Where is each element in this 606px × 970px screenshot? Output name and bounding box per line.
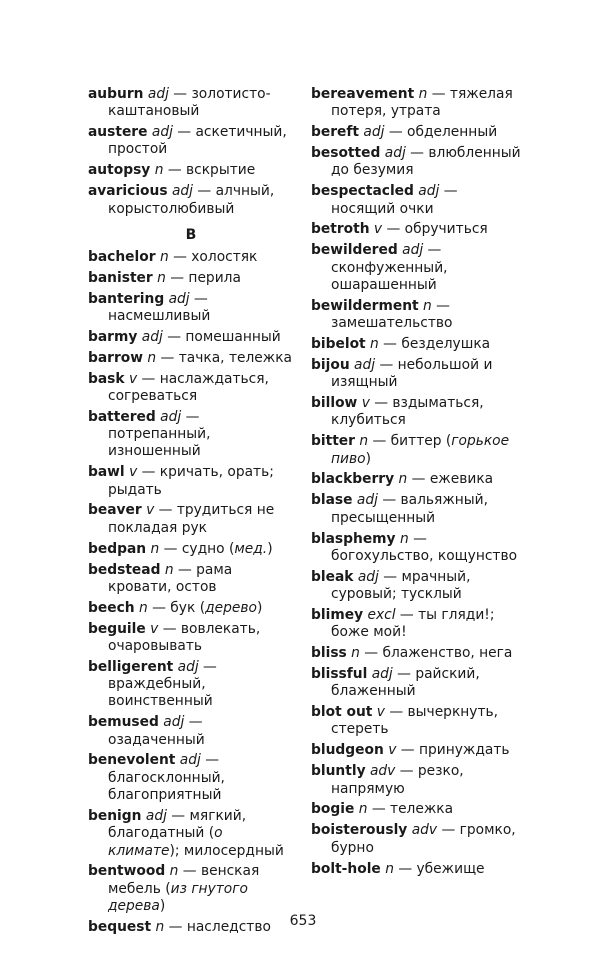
headword: barrow xyxy=(88,349,144,366)
section-letter: B xyxy=(185,226,197,243)
part-of-speech: adv xyxy=(411,822,438,839)
definition: — трудиться не покладая рук xyxy=(108,502,275,536)
headword: bitter xyxy=(311,433,355,450)
headword: bask xyxy=(88,370,125,387)
headword: bachelor xyxy=(88,248,156,265)
dictionary-entry xyxy=(88,502,294,537)
dictionary-entry xyxy=(88,562,294,597)
headword: beech xyxy=(88,599,135,616)
left-column xyxy=(88,86,294,940)
headword: bleak xyxy=(311,568,354,585)
dictionary-entry xyxy=(88,863,294,915)
part-of-speech: v xyxy=(146,502,155,519)
dictionary-entry xyxy=(311,471,523,488)
dictionary-entry xyxy=(88,291,294,326)
usage-note: о климате xyxy=(108,825,223,859)
dictionary-entry xyxy=(311,336,523,353)
dictionary-entry xyxy=(88,86,294,121)
definition-tail: ) xyxy=(159,898,166,915)
part-of-speech: n xyxy=(359,433,369,450)
dictionary-entry xyxy=(311,124,523,141)
part-of-speech: adv xyxy=(369,763,396,780)
dictionary-entry xyxy=(88,464,294,499)
part-of-speech: excl xyxy=(367,606,396,623)
headword: banister xyxy=(88,269,153,286)
definition: — обделенный xyxy=(384,124,498,141)
part-of-speech: n xyxy=(150,540,160,557)
dictionary-entry xyxy=(311,86,523,121)
dictionary-entry xyxy=(311,801,523,818)
dictionary-entry xyxy=(88,714,294,749)
definition-tail: ) xyxy=(267,540,273,557)
headword: bedstead xyxy=(88,561,161,578)
headword: bogie xyxy=(311,801,355,818)
definition: — благосклонный, благоприятный xyxy=(108,752,225,804)
headword: auburn xyxy=(88,86,144,102)
definition: — холостяк xyxy=(168,248,258,265)
definition: — помешанный xyxy=(162,328,281,345)
definition: — кричать, орать; рыдать xyxy=(108,464,274,498)
headword: blackberry xyxy=(311,471,395,488)
dictionary-entry xyxy=(88,162,294,179)
headword: barmy xyxy=(88,328,138,345)
definition-tail: ) xyxy=(365,450,371,467)
definition-tail: ); милосердный xyxy=(169,842,284,859)
part-of-speech: n xyxy=(154,162,164,179)
dictionary-entry xyxy=(311,492,523,527)
part-of-speech: adj xyxy=(141,328,163,345)
part-of-speech: adj xyxy=(168,290,190,307)
part-of-speech: v xyxy=(361,395,370,412)
part-of-speech: adj xyxy=(402,242,424,259)
definition: — резко, напрямую xyxy=(331,763,464,797)
dictionary-entry xyxy=(88,600,294,617)
dictionary-entry xyxy=(311,145,523,180)
part-of-speech: adj xyxy=(163,714,185,731)
part-of-speech: adj xyxy=(384,145,406,162)
page-number: 653 xyxy=(289,913,317,929)
definition: — богохульство, кощунство xyxy=(331,530,518,564)
dictionary-entry xyxy=(88,329,294,346)
dictionary-entry xyxy=(311,221,523,238)
headword: benign xyxy=(88,807,142,824)
definition: — сконфуженный, ошарашенный xyxy=(331,242,448,293)
headword: bedpan xyxy=(88,540,147,557)
dictionary-entry xyxy=(311,298,523,333)
headword: besotted xyxy=(311,145,381,162)
headword: bespectacled xyxy=(311,183,414,200)
part-of-speech: n xyxy=(423,297,432,314)
dictionary-entry xyxy=(88,808,294,860)
definition: — мрачный, суровый; тусклый xyxy=(331,568,471,603)
definition: — вычеркнуть, стереть xyxy=(331,704,499,738)
headword: blimey xyxy=(311,606,364,623)
headword: bewildered xyxy=(311,242,398,259)
definition: — ты гляди!; боже мой! xyxy=(331,606,495,641)
part-of-speech: adj xyxy=(145,807,167,824)
definition: — озадаченный xyxy=(108,714,205,748)
dictionary-entry xyxy=(88,350,294,367)
dictionary-entry xyxy=(88,183,294,218)
definition: — вальяжный, пресыщенный xyxy=(331,492,489,526)
headword: bereavement xyxy=(311,86,415,102)
dictionary-entry xyxy=(311,433,523,468)
dictionary-entry xyxy=(88,371,294,406)
definition: — безделушка xyxy=(378,336,491,353)
definition: — потрепанный, изношенный xyxy=(108,408,211,460)
dictionary-entry xyxy=(88,752,294,804)
headword: belligerent xyxy=(88,658,174,675)
usage-note: дерево xyxy=(205,599,257,616)
headword: bibelot xyxy=(311,336,366,353)
definition: — замешательство xyxy=(331,297,453,332)
definition: — райский, блаженный xyxy=(331,666,480,700)
headword: boisterously xyxy=(311,822,408,839)
definition: — вовлекать, очаровывать xyxy=(108,620,261,654)
definition: — алчный, корыстолюбивый xyxy=(108,183,275,217)
headword: blasphemy xyxy=(311,530,396,547)
headword: autopsy xyxy=(88,162,151,179)
headword: bawl xyxy=(88,464,125,481)
part-of-speech: adj xyxy=(179,752,201,769)
definition: — враждебный, воинственный xyxy=(108,658,217,710)
part-of-speech: n xyxy=(358,801,368,818)
part-of-speech: adj xyxy=(354,356,376,373)
headword: avaricious xyxy=(88,183,168,200)
headword: benevolent xyxy=(88,752,176,769)
dictionary-entry xyxy=(311,357,523,392)
dictionary-entry xyxy=(311,763,523,798)
dictionary-entry xyxy=(88,249,294,266)
dictionary-entry xyxy=(311,666,523,701)
dictionary-entry xyxy=(311,645,523,662)
headword: blissful xyxy=(311,666,368,682)
dictionary-entry xyxy=(311,531,523,566)
headword: bolt-hole xyxy=(311,860,381,877)
definition: — носящий очки xyxy=(331,183,458,217)
headword: bludgeon xyxy=(311,742,384,759)
headword: austere xyxy=(88,124,148,141)
part-of-speech: n xyxy=(138,599,148,616)
right-column xyxy=(311,86,523,881)
definition: — влюбленный до безумия xyxy=(331,145,521,179)
headword: bereft xyxy=(311,124,359,141)
dictionary-entry xyxy=(311,183,523,218)
headword: bentwood xyxy=(88,863,166,880)
definition: — венская мебель ( xyxy=(108,863,260,897)
headword: betroth xyxy=(311,221,370,238)
part-of-speech: adj xyxy=(177,658,199,675)
definition: — перила xyxy=(165,269,241,286)
definition: — тачка, тележка xyxy=(156,349,292,366)
part-of-speech: adj xyxy=(151,124,173,141)
dictionary-entry xyxy=(88,270,294,287)
headword: bemused xyxy=(88,714,159,731)
part-of-speech: n xyxy=(164,561,174,578)
definition: — насмешливый xyxy=(108,290,211,324)
part-of-speech: n xyxy=(418,86,428,102)
definition: — наследство xyxy=(164,918,271,935)
headword: battered xyxy=(88,408,156,425)
definition: — убежище xyxy=(393,860,485,877)
definition: — тяжелая потеря, утрата xyxy=(331,86,513,120)
definition: — аскетичный, простой xyxy=(108,124,287,158)
part-of-speech: n xyxy=(399,530,409,547)
headword: beguile xyxy=(88,620,146,637)
definition: — блаженство, нега xyxy=(359,645,513,662)
definition-tail: ) xyxy=(256,599,263,616)
headword: bequest xyxy=(88,918,152,935)
dictionary-entry xyxy=(311,704,523,739)
part-of-speech: n xyxy=(147,349,157,366)
dictionary-entry xyxy=(88,409,294,461)
part-of-speech: adj xyxy=(160,408,182,425)
definition: — мягкий, благодатный ( xyxy=(108,807,247,842)
part-of-speech: n xyxy=(351,645,360,662)
part-of-speech: adj xyxy=(147,86,169,102)
part-of-speech: v xyxy=(150,620,159,637)
dictionary-entry xyxy=(88,541,294,558)
part-of-speech: adj xyxy=(171,183,194,200)
headword: bijou xyxy=(311,356,350,373)
dictionary-entry xyxy=(88,124,294,159)
definition: — рама кровати, остов xyxy=(108,561,233,595)
definition: — судно ( xyxy=(159,540,235,557)
headword: bluntly xyxy=(311,763,366,780)
definition: — золотисто-каштановый xyxy=(108,86,271,120)
definition: — биттер ( xyxy=(368,433,452,450)
part-of-speech: adj xyxy=(363,124,385,141)
definition: — вздыматься, клубиться xyxy=(331,395,484,429)
headword: blase xyxy=(311,492,353,509)
part-of-speech: v xyxy=(129,464,138,481)
dictionary-entry xyxy=(311,607,523,642)
part-of-speech: adj xyxy=(356,492,378,509)
part-of-speech: n xyxy=(370,336,379,353)
dictionary-entry xyxy=(311,395,523,430)
headword: blot out xyxy=(311,704,373,721)
definition: — тележка xyxy=(367,801,454,818)
part-of-speech: n xyxy=(385,860,394,877)
headword: bewilderment xyxy=(311,297,419,314)
usage-note: горькое пиво xyxy=(331,433,510,467)
dictionary-entry xyxy=(311,242,523,294)
dictionary-entry xyxy=(311,822,523,857)
headword: beaver xyxy=(88,502,142,519)
part-of-speech: n xyxy=(157,269,166,286)
dictionary-entry xyxy=(311,861,523,878)
dictionary-entry xyxy=(311,742,523,759)
part-of-speech: v xyxy=(128,370,138,387)
part-of-speech: v xyxy=(388,742,397,759)
part-of-speech: adj xyxy=(371,666,393,682)
definition: — бук ( xyxy=(147,599,206,616)
usage-note: из гнутого дерева xyxy=(108,880,248,915)
part-of-speech: n xyxy=(155,918,165,935)
part-of-speech: adj xyxy=(418,183,440,200)
definition: — обручиться xyxy=(382,221,488,238)
definition: — громко, бурно xyxy=(331,822,516,856)
dictionary-entry xyxy=(88,621,294,656)
definition: — вскрытие xyxy=(163,162,256,179)
definition: — небольшой и изящный xyxy=(331,356,493,391)
dictionary-entry xyxy=(311,569,523,604)
part-of-speech: n xyxy=(159,248,169,265)
part-of-speech: n xyxy=(169,863,179,880)
dictionary-entry xyxy=(88,659,294,711)
definition: — принуждать xyxy=(396,742,510,759)
definition: — ежевика xyxy=(407,471,494,488)
usage-note: мед. xyxy=(234,540,268,557)
part-of-speech: v xyxy=(373,221,383,238)
headword: billow xyxy=(311,395,358,412)
headword: bantering xyxy=(88,290,165,307)
headword: bliss xyxy=(311,645,347,662)
part-of-speech: v xyxy=(376,704,385,721)
definition: — наслаждаться, согреваться xyxy=(108,370,269,404)
part-of-speech: adj xyxy=(357,568,379,585)
part-of-speech: n xyxy=(398,471,408,488)
